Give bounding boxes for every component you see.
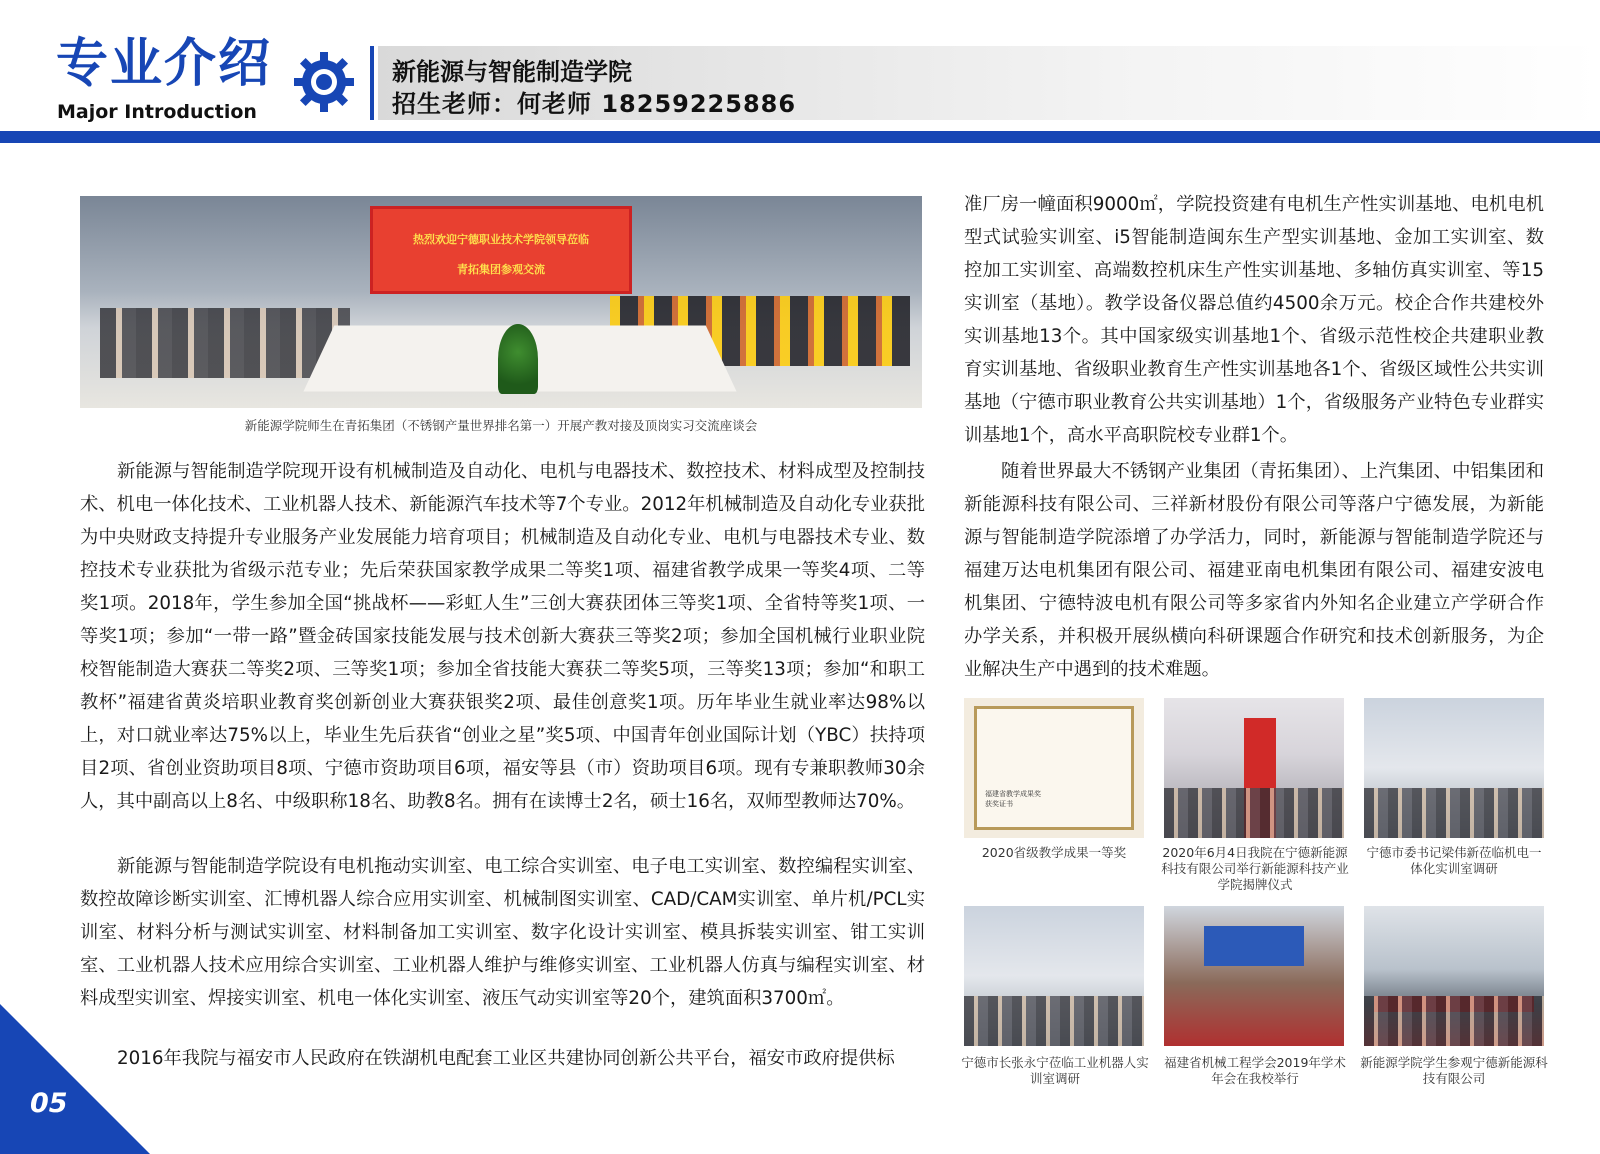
welcome-line-2: 青拓集团参观交流 xyxy=(457,263,545,276)
conference-stage xyxy=(1204,926,1304,966)
main-photo-caption: 新能源学院师生在青拓集团（不锈钢产量世界排名第一）开展产教对接及顶岗实习交流座谈会 xyxy=(244,418,758,433)
gallery-caption: 新能源学院学生参观宁德新能源科技有限公司 xyxy=(1360,1055,1548,1086)
gallery-photo-lab-visit xyxy=(1364,698,1544,838)
welcome-screen xyxy=(370,206,632,294)
admissions-contact: 招生老师：何老师 18259225886 xyxy=(392,90,797,118)
meeting-photo xyxy=(80,196,922,408)
gallery-caption: 宁德市长张永宁莅临工业机器人实训室调研 xyxy=(961,1055,1149,1086)
page-corner xyxy=(0,1004,150,1154)
section-title: 专业介绍 xyxy=(56,34,273,94)
certificate-frame xyxy=(974,706,1134,830)
header-rule xyxy=(0,131,1600,143)
gallery-photo-certificate xyxy=(964,698,1144,838)
gear-icon xyxy=(292,50,356,114)
page-header xyxy=(0,0,1600,146)
intro-paragraph: 新能源与智能制造学院现开设有机械制造及自动化、电机与电器技术、数控技术、材料成型及控制技术、机电一体化技术、工业机器人技术、新能源汽车技术等7个专业。2012年机械制造及自动化专业获批为中央财政支持提升专业服务产业发展能力培育项目；机械制造及自动化专业、电机与电器技术专业、数控技术专业获批为省级示范专业；先后荣获国家教学成果二等奖1项、福建省教学成果一等奖4项、二等奖1项。2018年，学生参加全国“挑战杯——彩虹人生”三创大赛获团体三等奖1项、全省特等奖1项、一等奖1项；参加“一带一路”暨金砖国家技能发展与技术创新大赛获三等奖2项；参加全国机械行业职业院校智能制造大赛获二等奖2项、三等奖1项；参加全省技能大赛获二等奖5项，三等奖13项；参加“和职工教杯”福建省黄炎培职业教育奖创新创业大赛获银奖2项、最佳创意奖1项。历年毕业生就业率达98%以上，对口就业率达75%以上，毕业生先后获省“创业之星”奖5项、中国青年创业国际计划（YBC）扶持项目2项、省创业资助项目8项、宁德市资助项目6项，福安等县（市）资助项目6项。现有专兼职教师30余人，其中副高以上8名、中级职称18名、助教8名。拥有在读博士2名，硕士16名，双师型教师达70%。 xyxy=(80,461,925,812)
header-divider xyxy=(370,46,374,120)
section-subtitle: Major Introduction xyxy=(57,101,257,123)
gallery-caption: 宁德市委书记梁伟新莅临机电一体化实训室调研 xyxy=(1366,845,1542,876)
gallery-caption: 2020年6月4日我院在宁德新能源科技有限公司举行新能源科技产业学院揭牌仪式 xyxy=(1161,845,1349,892)
platform-paragraph: 2016年我院与福安市人民政府在铁湖机电配套工业区共建协同创新公共平台，福安市政府提供标 xyxy=(117,1048,895,1069)
partners-paragraph: 随着世界最大不锈钢产业集团（青拓集团）、上汽集团、中铝集团和新能源科技有限公司、三祥新材股份有限公司等落户宁德发展，为新能源与智能制造学院添增了办学活力，同时，新能源与智能制造学院还与福建万达电机集团有限公司、福建亚南电机集团有限公司、福建安波电机集团、宁德特波电机有限公司等多家省内外知名企业建立产学研合作办学关系，并积极开展纵横向科研课题合作研究和技术创新服务，为企业解决生产中遇到的技术难题。 xyxy=(964,461,1544,680)
plant-decoration xyxy=(498,324,538,394)
welcome-line-1: 热烈欢迎宁德职业技术学院领导莅临 xyxy=(413,233,589,246)
facilities-paragraph: 准厂房一幢面积9000㎡，学院投资建有电机生产性实训基地、电机电机型式试验实训室、i5智能制造闽东生产型实训基地、金加工实训室、数控加工实训室、高端数控机床生产性实训基地、多轴仿真实训室、等15实训室（基地）。教学设备仪器总值约4500余万元。校企合作共建校外实训基地13个。其中国家级实训基地1个、省级示范性校企共建职业教育实训基地、省级职业教育生产性实训基地各1个、省级区域性公共实训基地（宁德市职业教育公共实训基地）1个，省级服务产业特色专业群实训基地1个，高水平高职院校专业群1个。 xyxy=(964,194,1544,446)
gallery-photo-conference xyxy=(1164,906,1344,1046)
gallery-caption: 2020省级教学成果一等奖 xyxy=(981,845,1127,860)
certificate-subtitle: 获奖证书 xyxy=(985,800,1013,808)
student-group xyxy=(1364,996,1544,1046)
gallery-photo-student-visit xyxy=(1364,906,1544,1046)
labs-paragraph: 新能源与智能制造学院设有电机拖动实训室、电工综合实训室、电子电工实训室、数控编程实训室、数控故障诊断实训室、汇博机器人综合应用实训室、机械制图实训室、CAD/CAM实训室、单片机/PCL实训室、材料分析与测试实训室、材料制备加工实训室、数字化设计实训室、模具拆装实训室、钳工实训室、工业机器人技术应用综合实训室、工业机器人维护与维修实训室、工业机器人仿真与编程实训室、材料成型实训室、焊接实训室、机电一体化实训室、液压气动实训室等20个，建筑面积3700㎡。 xyxy=(80,856,925,1009)
certificate-text xyxy=(985,789,1041,809)
gallery-caption: 福建省机械工程学会2019年学术年会在我校举行 xyxy=(1164,1055,1346,1086)
attendees-left xyxy=(100,308,350,378)
ceremony-people xyxy=(1164,788,1344,838)
visit-people xyxy=(1364,788,1544,838)
certificate-title: 福建省教学成果奖 xyxy=(985,790,1041,798)
gallery-photo-ceremony xyxy=(1164,698,1344,838)
gallery-photo-robot-lab xyxy=(964,906,1144,1046)
robot-lab-people xyxy=(964,996,1144,1046)
page-number: 05 xyxy=(30,1088,68,1119)
college-name: 新能源与智能制造学院 xyxy=(392,58,632,86)
